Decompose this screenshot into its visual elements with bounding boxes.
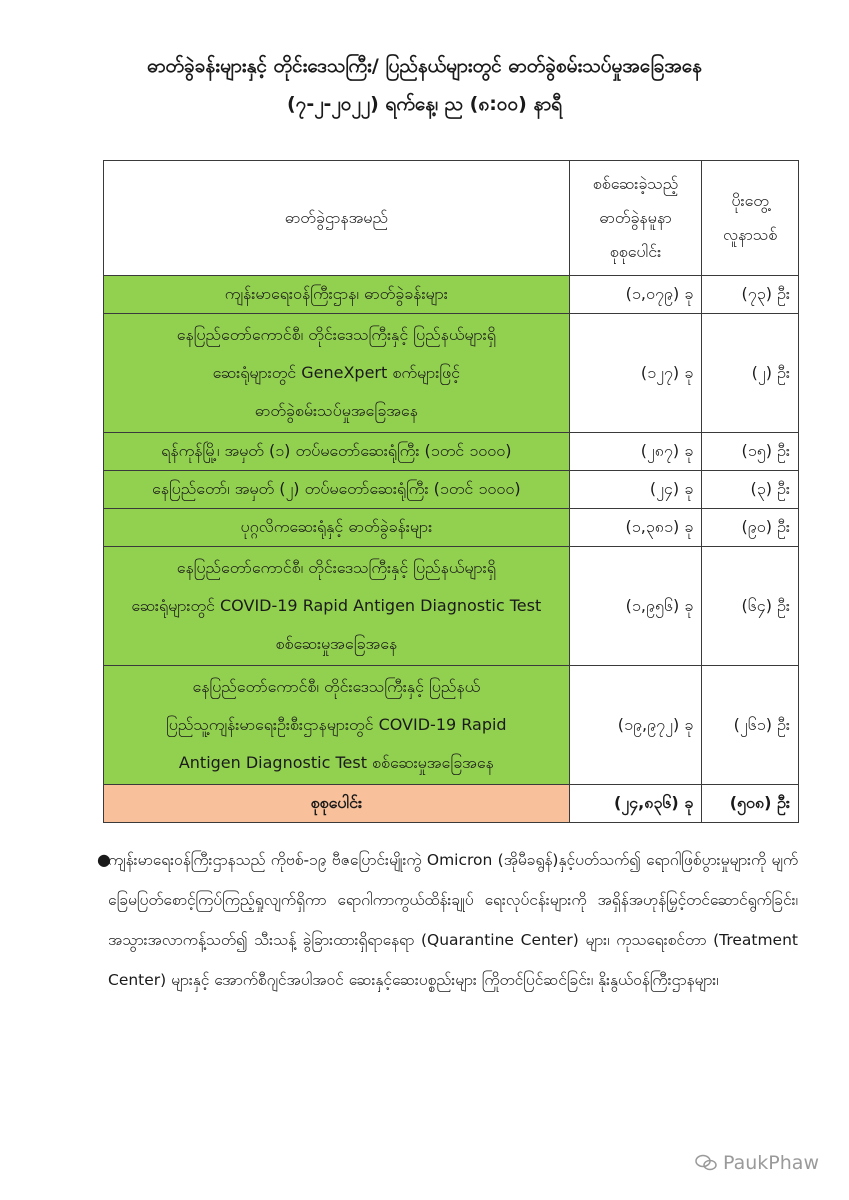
lab-name-cell: နေပြည်တော်ကောင်စီ၊ တိုင်းဒေသကြီးနှင့် ပြည်နယ် ပြည်သူ့ကျန်းမာရေးဦးစီးဌာနများတွင် COVID-19 Rapid Antigen Diagnostic Test စစ်ဆေးမှုအခြေအနေ — [104, 666, 570, 785]
tested-cell: (၂၄) ခု — [569, 471, 702, 509]
positive-cell: (၇၃) ဦး — [702, 276, 799, 314]
tested-cell: (၁,၀၇၉) ခု — [569, 276, 702, 314]
tested-cell: (၂၈၇) ခု — [569, 433, 702, 471]
table-row — [104, 471, 799, 509]
lab-name-cell: နေပြည်တော်ကောင်စီ၊ တိုင်းဒေသကြီးနှင့် ပြည်နယ်များရှိ ဆေးရုံများတွင် COVID-19 Rapid Antigen Diagnostic Test စစ်ဆေးမှုအခြေအနေ — [104, 547, 570, 666]
positive-cell: (၁၅) ဦး — [702, 433, 799, 471]
table-row — [104, 276, 799, 314]
wechat-icon — [695, 1154, 717, 1172]
page-title: ဓာတ်ခွဲခန်းများနှင့် တိုင်းဒေသကြီး/ ပြည်နယ်များတွင် ဓာတ်ခွဲစမ်းသပ်မှုအခြေအနေ — [147, 55, 702, 77]
total-tested-cell: (၂၄,၈၃၆) ခု — [569, 785, 702, 823]
column-header-lab-name: ဓာတ်ခွဲဌာနအမည် — [104, 161, 570, 276]
table-total-row — [104, 785, 799, 823]
positive-cell: (၉၀) ဦး — [702, 509, 799, 547]
table-row — [104, 509, 799, 547]
positive-cell: (၂၆၁) ဦး — [702, 666, 799, 785]
lab-testing-table — [103, 160, 799, 823]
total-label-cell: စုစုပေါင်း — [104, 785, 570, 823]
bullet-icon: ● — [97, 850, 111, 869]
positive-cell: (၃) ဦး — [702, 471, 799, 509]
table-header-row — [104, 161, 799, 276]
lab-name-cell: နေပြည်တော်ကောင်စီ၊ တိုင်းဒေသကြီးနှင့် ပြည်နယ်များရှိ ဆေးရုံများတွင် GeneXpert စက်များဖြင့် ဓာတ်ခွဲစမ်းသပ်မှုအခြေအနေ — [104, 314, 570, 433]
watermark — [695, 1152, 819, 1174]
tested-cell: (၁၉,၉၇၂) ခု — [569, 666, 702, 785]
total-positive-cell: (၅၀၈) ဦး — [702, 785, 799, 823]
table-row — [104, 433, 799, 471]
column-header-positive: ပိုးတွေ့ လူနာသစ် — [702, 161, 799, 276]
lab-name-cell: ရန်ကုန်မြို့၊ အမှတ် (၁) တပ်မတော်ဆေးရုံကြီး (၁တင် ၁၀၀၀) — [104, 433, 570, 471]
positive-cell: (၂) ဦး — [702, 314, 799, 433]
tested-cell: (၁,၃၈၁) ခု — [569, 509, 702, 547]
positive-cell: (၆၄) ဦး — [702, 547, 799, 666]
column-header-tested: စစ်ဆေးခဲ့သည့် ဓာတ်ခွဲနမူနာ စုစုပေါင်း — [569, 161, 702, 276]
page-subtitle: (၇-၂-၂၀၂၂) ရက်နေ့၊ ည (၈:၀၀) နာရီ — [286, 93, 563, 115]
watermark-text: PaukPhaw — [723, 1152, 819, 1174]
body-paragraph: ကျန်းမာရေးဝန်ကြီးဌာနသည် ကိုဗစ်-၁၉ ဗီဇပြောင်းမျိုးကွဲ Omicron (အိုမီခရွန်)နှင့်ပတ်သက်၍ ရောဂါဖြစ်ပွားမှုများကို မျက်ခြေမပြတ်စောင့်ကြပ်ကြည့်ရှုလျက်ရှိကာ ရောဂါကာကွယ်ထိန်းချုပ် ရေးလုပ်ငန်းများကို အရှိန်အဟုန်မြှင့်တင်ဆောင်ရွက်ခြင်း၊ အသွားအလာကန့်သတ်၍ သီးသန့် ခွဲခြားထားရှိရာနေရာ (Quarantine Center) များ၊ ကုသရေးစင်တာ (Treatment Center) များနှင့် အောက်စီဂျင်အပါအဝင် ဆေးနှင့်ဆေးပစ္စည်းများ ကြိုတင်ပြင်ဆင်ခြင်း၊ နိုးနွယ်ဝန်ကြီးဌာနများ၊ — [108, 851, 798, 989]
tested-cell: (၁၂၇) ခု — [569, 314, 702, 433]
lab-name-cell: ပုဂ္ဂလိကဆေးရုံနှင့် ဓာတ်ခွဲခန်းများ — [104, 509, 570, 547]
lab-name-cell: ကျန်းမာရေးဝန်ကြီးဌာန၊ ဓာတ်ခွဲခန်းများ — [104, 276, 570, 314]
tested-cell: (၁,၉၅၆) ခု — [569, 547, 702, 666]
table-row — [104, 547, 799, 666]
table-row — [104, 666, 799, 785]
table-row — [104, 314, 799, 433]
lab-name-cell: နေပြည်တော်၊ အမှတ် (၂) တပ်မတော်ဆေးရုံကြီး (၁တင် ၁၀၀၀) — [104, 471, 570, 509]
